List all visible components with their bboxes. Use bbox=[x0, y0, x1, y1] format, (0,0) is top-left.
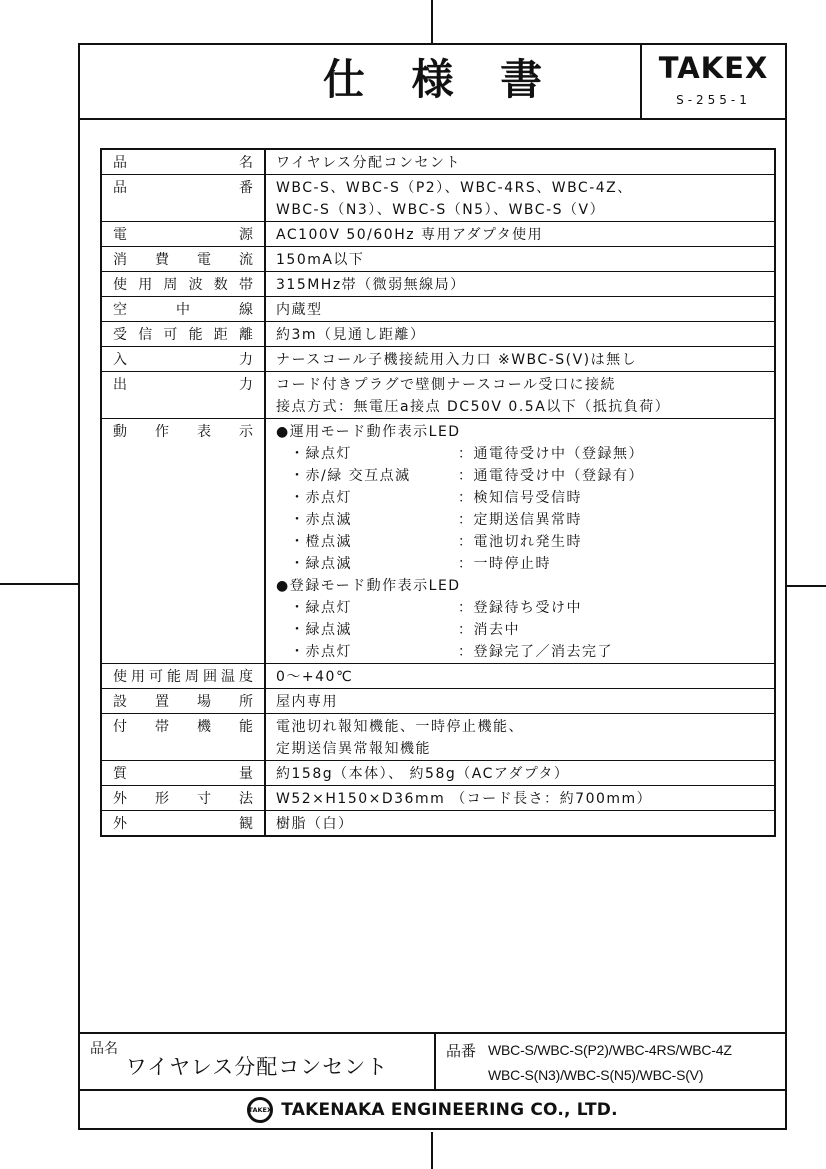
spec-row bbox=[102, 296, 774, 321]
footer-part-number-cell bbox=[436, 1034, 785, 1089]
spec-row-label: 外 観 bbox=[113, 816, 253, 832]
led-state-line: ・赤点灯 ：登録完了／消去完了 bbox=[290, 644, 613, 660]
spec-value-line: 定期送信異常報知機能 bbox=[276, 741, 431, 757]
spec-row-value bbox=[264, 761, 774, 785]
spec-row-value bbox=[264, 322, 774, 346]
spec-row bbox=[102, 688, 774, 713]
footer-product-name-cell bbox=[80, 1034, 436, 1089]
spec-row bbox=[102, 346, 774, 371]
spec-row-label: 品 番 bbox=[113, 180, 253, 196]
spec-row-label: 設 置 場 所 bbox=[113, 694, 253, 710]
crop-mark-right bbox=[787, 585, 826, 587]
spec-row-label: 外 形 寸 法 bbox=[113, 791, 253, 807]
spec-value-line: WBC-S（N3）、WBC-S（N5）、WBC-S（V） bbox=[276, 202, 606, 218]
document-frame bbox=[78, 43, 787, 1130]
spec-row-value bbox=[264, 222, 774, 246]
spec-row-label: 出 力 bbox=[113, 377, 253, 393]
led-state-line: ・緑点滅 ：一時停止時 bbox=[290, 556, 551, 572]
spec-row bbox=[102, 663, 774, 688]
footer-product-name: ワイヤレス分配コンセント bbox=[125, 1055, 389, 1079]
spec-row-label: 使 用 周 波 数 帯 bbox=[113, 277, 253, 293]
led-state-line: ・緑点滅 ：消去中 bbox=[290, 622, 520, 638]
footer-title-row bbox=[80, 1034, 785, 1091]
spec-value-line: 315MHz帯（微弱無線局） bbox=[276, 277, 466, 293]
spec-value-line: 屋内専用 bbox=[276, 694, 338, 710]
spec-value-line: 約158g（本体）、 約58g（ACアダプタ） bbox=[276, 766, 570, 782]
document-header bbox=[80, 45, 785, 120]
spec-value-line: ナースコール子機接続用入力口 ※WBC-S(V)は無し bbox=[276, 352, 638, 368]
footer-number-label: 品番 bbox=[446, 1042, 477, 1060]
spec-row-value bbox=[264, 419, 774, 663]
crop-mark-top bbox=[431, 0, 433, 43]
spec-row bbox=[102, 760, 774, 785]
spec-row bbox=[102, 371, 774, 418]
spec-value-line: 接点方式：無電圧a接点 DC50V 0.5A以下（抵抗負荷） bbox=[276, 399, 671, 415]
footer-company-row bbox=[80, 1091, 785, 1128]
spec-value-line: ワイヤレス分配コンセント bbox=[276, 155, 462, 171]
led-mode-heading: ●運用モード動作表示LED bbox=[276, 424, 461, 440]
spec-value-line: 150mA以下 bbox=[276, 252, 365, 268]
led-state-line: ・橙点滅 ：電池切れ発生時 bbox=[290, 534, 582, 550]
takex-seal-text: TAKEX bbox=[248, 1105, 272, 1114]
crop-mark-bottom bbox=[431, 1132, 433, 1169]
spec-row-value bbox=[264, 689, 774, 713]
spec-row bbox=[102, 271, 774, 296]
spec-row-label: 消 費 電 流 bbox=[113, 252, 253, 268]
footer-name-label: 品名 bbox=[90, 1041, 118, 1057]
spec-row-value bbox=[264, 272, 774, 296]
led-state-line: ・赤点滅 ：定期送信異常時 bbox=[290, 512, 582, 528]
spec-row-label: 質 量 bbox=[113, 766, 253, 782]
spec-row-label: 動 作 表 示 bbox=[113, 424, 253, 440]
spec-table bbox=[100, 148, 776, 837]
footer-part-number-line: WBC-S(N3)/WBC-S(N5)/WBC-S(V) bbox=[488, 1067, 704, 1083]
brand-box bbox=[640, 45, 785, 118]
spec-row bbox=[102, 418, 774, 663]
led-state-line: ・赤/緑 交互点滅 ：通電待受け中（登録有） bbox=[290, 468, 644, 484]
spec-row-label: 付 帯 機 能 bbox=[113, 719, 253, 735]
document-number: S-255-1 bbox=[676, 93, 751, 107]
spec-row-value bbox=[264, 247, 774, 271]
spec-row bbox=[102, 810, 774, 835]
led-state-line: ・緑点灯 ：登録待ち受け中 bbox=[290, 600, 582, 616]
spec-value-line: 樹脂（白） bbox=[276, 816, 354, 832]
spec-row bbox=[102, 713, 774, 760]
spec-row bbox=[102, 246, 774, 271]
spec-value-line: コード付きプラグで壁側ナースコール受口に接続 bbox=[276, 377, 617, 393]
spec-row bbox=[102, 785, 774, 810]
spec-row bbox=[102, 321, 774, 346]
spec-value-line: 内蔵型 bbox=[276, 302, 323, 318]
led-state-line: ・緑点灯 ：通電待受け中（登録無） bbox=[290, 446, 644, 462]
spec-row-value bbox=[264, 714, 774, 760]
spec-row-value bbox=[264, 347, 774, 371]
spec-value-line: 0～+40℃ bbox=[276, 669, 354, 685]
page-title: 仕 様 書 bbox=[322, 55, 559, 104]
takex-seal-icon bbox=[247, 1097, 273, 1123]
takex-logo: TAKEX bbox=[658, 51, 769, 85]
footer-block bbox=[80, 1032, 785, 1128]
spec-value-line: W52×H150×D36mm （コード長さ：約700mm） bbox=[276, 791, 653, 807]
spec-row-label: 電 源 bbox=[113, 227, 253, 243]
spec-row-value bbox=[264, 175, 774, 221]
spec-row bbox=[102, 174, 774, 221]
spec-row-value bbox=[264, 297, 774, 321]
spec-row-value bbox=[264, 786, 774, 810]
spec-row-label: 使 用 可 能 周 囲 温 度 bbox=[113, 669, 253, 685]
spec-row-label: 空 中 線 bbox=[113, 302, 253, 318]
spec-row-value bbox=[264, 664, 774, 688]
led-mode-heading: ●登録モード動作表示LED bbox=[276, 578, 461, 594]
spec-row-label: 入 力 bbox=[113, 352, 253, 368]
footer-part-numbers bbox=[488, 1038, 732, 1089]
spec-row bbox=[102, 150, 774, 174]
spec-row-value bbox=[264, 372, 774, 418]
led-state-line: ・赤点灯 ：検知信号受信時 bbox=[290, 490, 582, 506]
spec-row-label: 受 信 可 能 距 離 bbox=[113, 327, 253, 343]
spec-row-value bbox=[264, 811, 774, 835]
spec-value-line: 電池切れ報知機能、一時停止機能、 bbox=[276, 719, 524, 735]
company-name: TAKENAKA ENGINEERING CO., LTD. bbox=[281, 1099, 618, 1120]
footer-part-number-line: WBC-S/WBC-S(P2)/WBC-4RS/WBC-4Z bbox=[488, 1042, 732, 1058]
crop-mark-left bbox=[0, 583, 78, 585]
spec-row-value bbox=[264, 150, 774, 174]
spec-value-line: 約3m（見通し距離） bbox=[276, 327, 426, 343]
spec-value-line: AC100V 50/60Hz 専用アダプタ使用 bbox=[276, 227, 544, 243]
spec-row-label: 品 名 bbox=[113, 155, 253, 171]
spec-value-line: WBC-S、WBC-S（P2）、WBC-4RS、WBC-4Z、 bbox=[276, 180, 633, 196]
spec-row bbox=[102, 221, 774, 246]
